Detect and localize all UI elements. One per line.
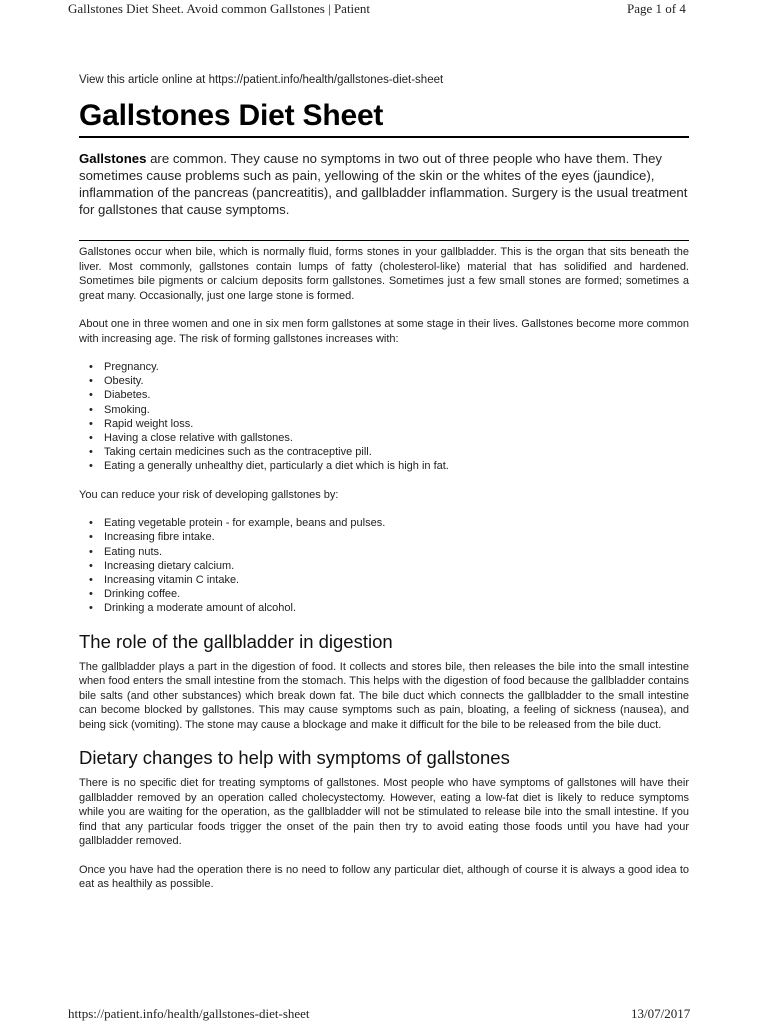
section-heading-dietary-changes: Dietary changes to help with symptoms of gallstones bbox=[79, 747, 510, 769]
intro-text: are common. They cause no symptoms in two out of three people who have them. They sometimes cause problems such as pain, yellowing of the skin or the whites of the eyes (jaundice), inflammation of the pancreas (pancreatitis), and gallbladder inflammation. Surgery is the usual treatment for gallstones that cause symptoms. bbox=[79, 151, 688, 217]
list-item: • Eating vegetable protein - for example, beans and pulses. bbox=[104, 516, 689, 530]
page-title: Gallstones Diet Sheet bbox=[79, 98, 689, 138]
paragraph-dietary-changes: There is no specific diet for treating symptoms of gallstones. Most people who have symptoms of gallstones will have their gallbladder removed by an operation called cholecystectomy. However, eating a low-fat diet is likely to reduce symptoms while you are waiting for the operation, as the gallbladder will not be stimulated to release bile into the small intestine. If you find that any particular foods trigger the onset of the pain then try to avoid eating those foods until you have had your gallbladder removed. bbox=[79, 777, 689, 848]
risk-factor-list bbox=[79, 360, 689, 474]
print-footer bbox=[0, 1005, 768, 1024]
print-header-page-number: Page 1 of 4 bbox=[627, 1, 686, 16]
intro-paragraph bbox=[79, 150, 689, 241]
print-header bbox=[0, 0, 768, 24]
print-header-title: Gallstones Diet Sheet. Avoid common Gallstones | Patient bbox=[68, 1, 371, 16]
list-item: • Pregnancy. bbox=[104, 360, 689, 374]
section-heading-gallbladder-role: The role of the gallbladder in digestion bbox=[79, 630, 393, 652]
list-item: • Smoking. bbox=[104, 403, 689, 417]
view-online-link[interactable]: https://patient.info/health/gallstones-diet-sheet bbox=[208, 74, 444, 86]
print-footer-url: https://patient.info/health/gallstones-diet-sheet bbox=[68, 1006, 310, 1021]
list-item: • Eating nuts. bbox=[104, 545, 689, 559]
paragraph-reduce-risk-intro: You can reduce your risk of developing gallstones by: bbox=[79, 488, 339, 501]
list-item: • Drinking coffee. bbox=[104, 587, 689, 601]
list-item: • Diabetes. bbox=[104, 388, 689, 402]
list-item: • Eating a generally unhealthy diet, particularly a diet which is high in fat. bbox=[104, 459, 689, 473]
list-item: • Drinking a moderate amount of alcohol. bbox=[104, 601, 689, 615]
print-footer-date: 13/07/2017 bbox=[631, 1006, 691, 1021]
paragraph-what-are-gallstones: Gallstones occur when bile, which is normally fluid, forms stones in your gallbladder. This is the organ that sits beneath the liver. Most commonly, gallstones contain lumps of fatty (cholesterol-like) material that has solidified and hardened. Sometimes bile pigments or calcium deposits form gallstones. Sometimes just a few small stones are formed; sometimes a great many. Occasionally, just one large stone is formed. bbox=[79, 246, 689, 302]
list-item: • Increasing vitamin C intake. bbox=[104, 573, 689, 587]
list-item: • Increasing dietary calcium. bbox=[104, 559, 689, 573]
list-item: • Rapid weight loss. bbox=[104, 417, 689, 431]
article bbox=[79, 72, 689, 892]
view-online-prefix: View this article online at bbox=[79, 74, 209, 86]
list-item: • Increasing fibre intake. bbox=[104, 530, 689, 544]
intro-keyword: Gallstones bbox=[79, 151, 147, 166]
paragraph-gallbladder-role: The gallbladder plays a part in the digestion of food. It collects and stores bile, then releases the bile into the small intestine when food enters the small intestine from the stomach. This helps with the digestion of food because the gallbladder contains bile salts (and other substances) which break down fat. The bile duct which connects the gallbladder to the small intestine can become blocked by gallstones. This may cause symptoms such as pain, bloating, a feeling of sickness (nausea), and being sick (vomiting). The stone may cause a blockage and make it difficult for the bile to be released from the bile duct. bbox=[79, 660, 689, 731]
list-item: • Obesity. bbox=[104, 374, 689, 388]
paragraph-after-operation: Once you have had the operation there is no need to follow any particular diet, although of course it is always a good idea to eat as healthily as possible. bbox=[79, 863, 689, 891]
paragraph-risk-intro: About one in three women and one in six men form gallstones at some stage in their lives. Gallstones become more common with increasing age. The risk of forming gallstones increases with: bbox=[79, 318, 689, 345]
list-item: • Taking certain medicines such as the contraceptive pill. bbox=[104, 445, 689, 459]
list-item: • Having a close relative with gallstones. bbox=[104, 431, 689, 445]
reduce-risk-list bbox=[79, 516, 689, 615]
view-online-notice bbox=[79, 72, 689, 88]
